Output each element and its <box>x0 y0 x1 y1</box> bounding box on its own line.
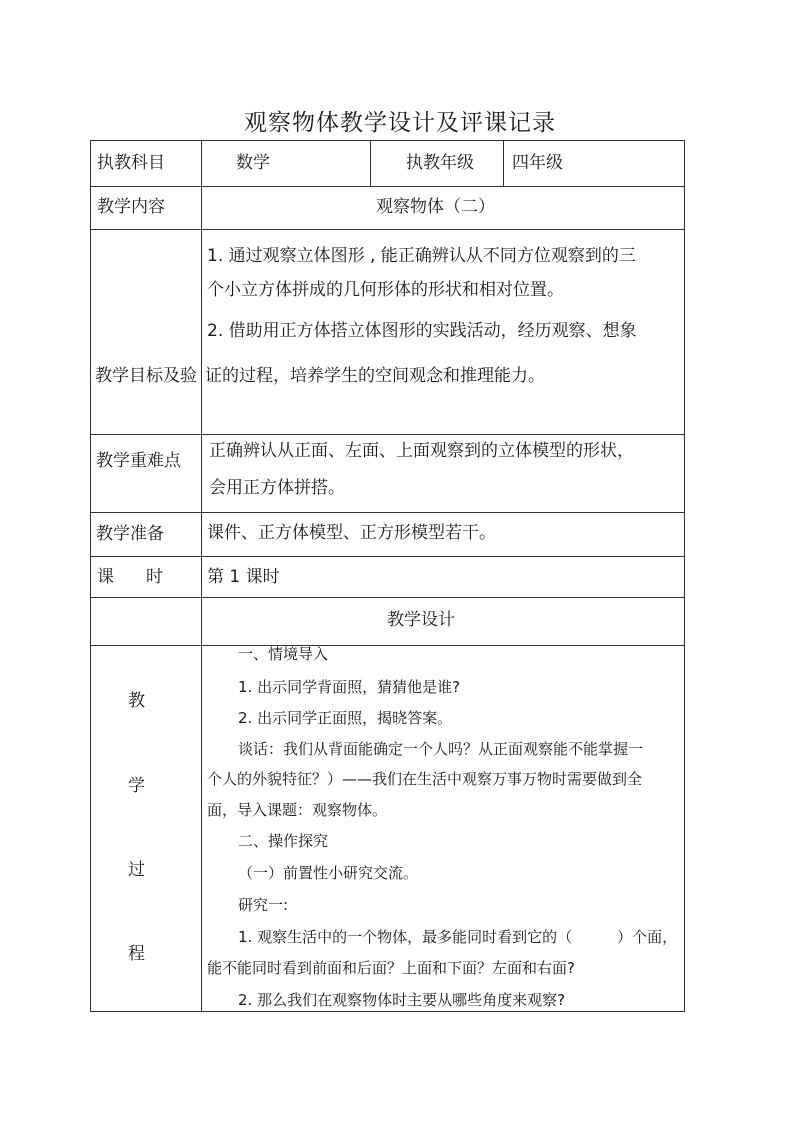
process-line: 一、情境导入 <box>238 645 329 663</box>
process-line: 2. 那么我们在观察物体时主要从哪些角度来观察? <box>238 991 566 1009</box>
table-row-divider <box>90 597 684 598</box>
difficulty-label: 教学重难点 <box>96 451 181 471</box>
subject-label: 执教科目 <box>97 153 165 173</box>
table-border-left <box>90 140 91 1012</box>
table-row-divider <box>90 434 684 435</box>
process-line: 二、操作探究 <box>238 832 329 850</box>
table-row-divider <box>90 229 684 230</box>
table-col-divider <box>503 140 504 186</box>
table-row-divider <box>90 186 684 187</box>
document-title: 观察物体教学设计及评课记录 <box>244 110 556 136</box>
content-value: 观察物体（二） <box>376 197 495 217</box>
subject-value: 数学 <box>236 153 270 173</box>
table-border-top <box>90 140 684 141</box>
table-row-divider <box>90 645 684 646</box>
process-line: 1. 观察生活中的一个物体，最多能同时看到它的（ ）个面， <box>238 928 678 946</box>
period-label-a: 课 <box>97 567 114 587</box>
objectives-label: 教学目标及验 <box>95 366 197 386</box>
process-line: 面，导入课题：观察物体。 <box>207 801 388 819</box>
prep-label: 教学准备 <box>96 524 164 544</box>
process-line: （一）前置性小研究交流。 <box>238 864 419 882</box>
process-line: 个人的外貌特征？）——我们在生活中观察万事万物时需要做到全 <box>207 770 643 788</box>
process-line: 1. 出示同学背面照，猜猜他是谁? <box>238 678 461 696</box>
process-line: 研究一: <box>238 896 289 914</box>
process-label-char: 教 <box>128 691 145 711</box>
table-border-right <box>684 140 685 1012</box>
objective-line: 1. 通过观察立体图形 , 能正确辨认从不同方位观察到的三 <box>207 246 636 266</box>
grade-label: 执教年级 <box>406 153 474 173</box>
design-heading: 教学设计 <box>387 610 455 630</box>
process-line: 能不能同时看到前面和后面？上面和下面？左面和右面? <box>207 959 575 977</box>
period-value: 第 1 课时 <box>207 567 280 587</box>
prep-value: 课件、正方体模型、正方形模型若干。 <box>207 523 496 543</box>
table-row-divider <box>90 556 684 557</box>
objective-line: 证的过程，培养学生的空间观念和推理能力。 <box>205 366 545 386</box>
table-col-divider <box>201 140 202 1012</box>
process-label-char: 过 <box>128 860 145 880</box>
process-label-char: 程 <box>128 944 145 964</box>
period-label-b: 时 <box>146 567 163 587</box>
content-label: 教学内容 <box>97 197 165 217</box>
table-border-bottom <box>90 1011 684 1012</box>
table-col-divider <box>370 140 371 186</box>
grade-value: 四年级 <box>512 153 563 173</box>
table-row-divider <box>90 512 684 513</box>
process-line: 2. 出示同学正面照，揭晓答案。 <box>238 709 453 727</box>
process-line: 谈话：我们从背面能确定一个人吗？从正面观察能不能掌握一 <box>238 740 644 758</box>
objective-line: 2. 借助用正方体搭立体图形的实践活动，经历观察、想象 <box>207 321 637 341</box>
difficulty-line: 正确辨认从正面、左面、上面观察到的立体模型的形状， <box>209 441 634 461</box>
objective-line: 个小立方体拼成的几何形体的形状和相对位置。 <box>207 280 564 300</box>
difficulty-line: 会用正方体拼搭。 <box>209 478 345 498</box>
process-label-char: 学 <box>128 776 145 796</box>
